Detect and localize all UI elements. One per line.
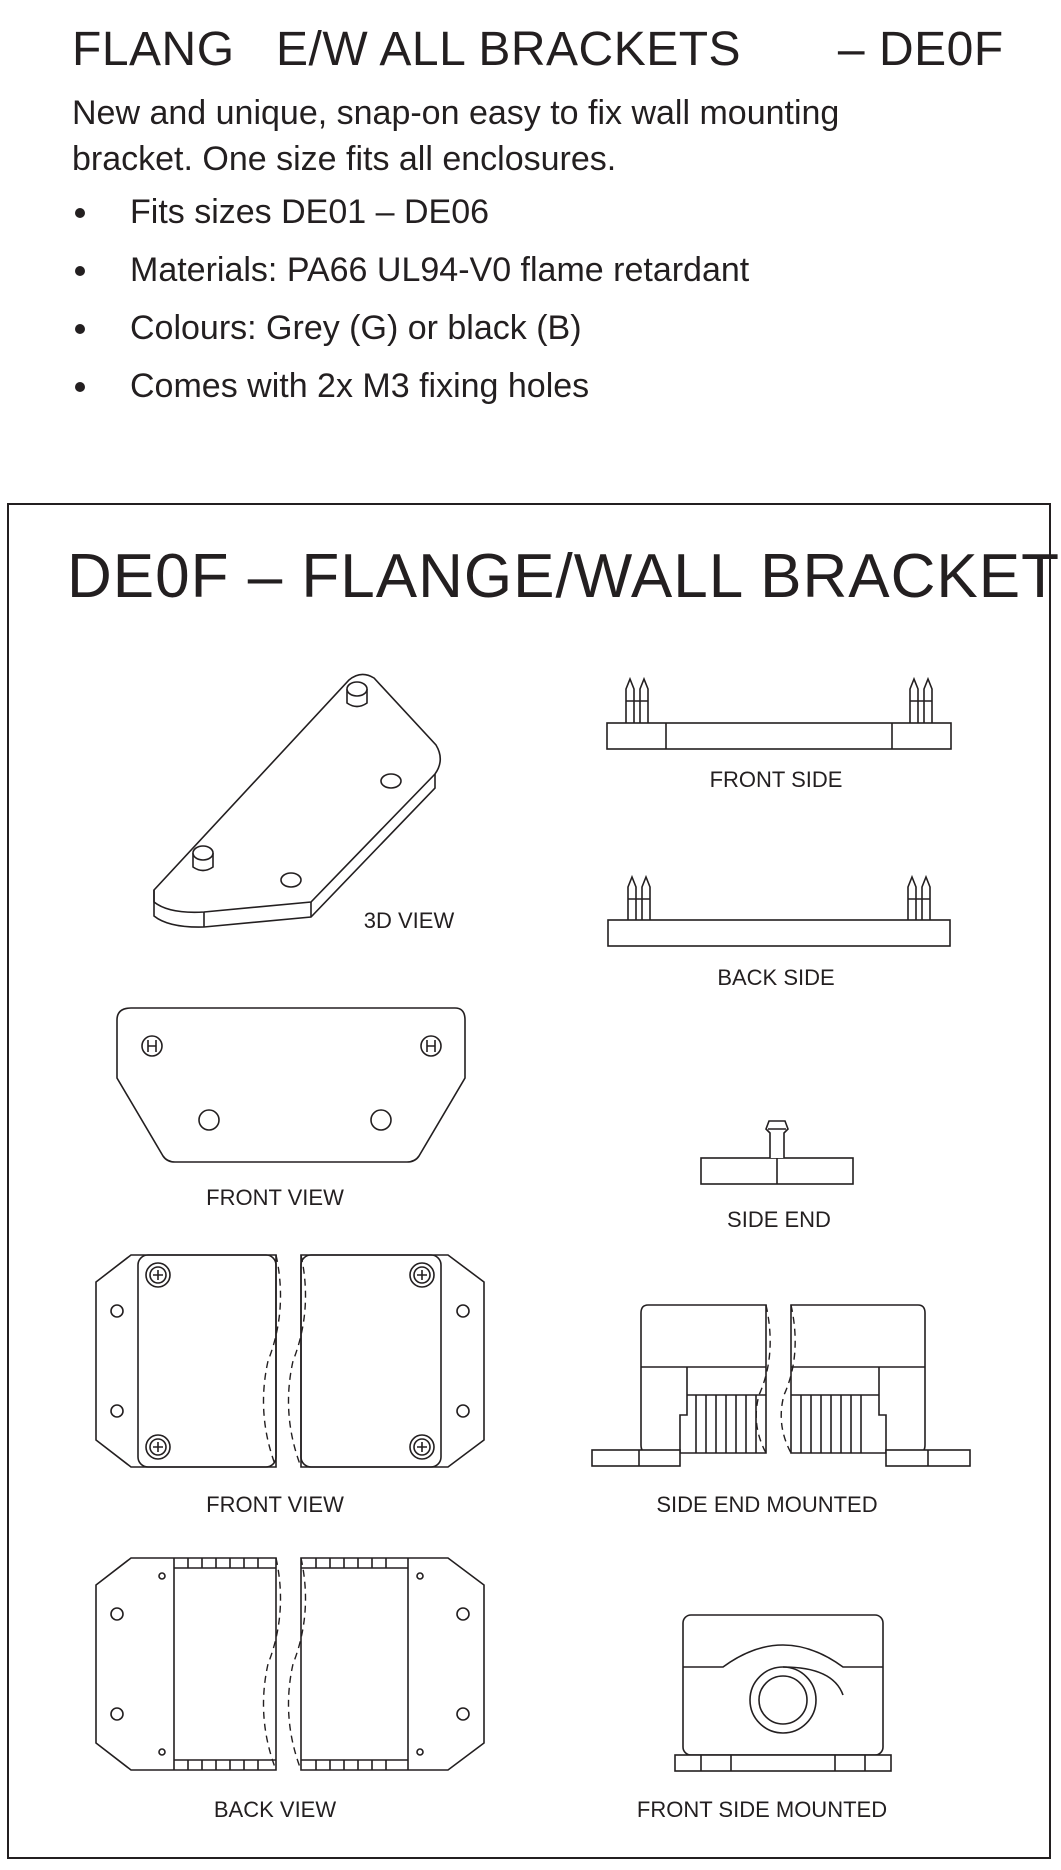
feature-text: Colours: Grey (G) or black (B) [130,309,582,347]
feature-text: Materials: PA66 UL94-V0 flame retardant [130,251,750,289]
caption-side-end-mounted: SIDE END MOUNTED [656,1492,878,1517]
feature-text: Comes with 2x M3 fixing holes [130,367,590,405]
intro-text: New and unique, snap-on easy to fix wall mounting bracket. One size fits all enclosures. [72,94,840,178]
feature-text: Fits sizes DE01 – DE06 [130,193,490,231]
feature-list [72,192,749,424]
panel-title: DE0F – FLANGE/WALL BRACKET [67,542,1060,611]
caption-back-view: BACK VIEW [213,1797,337,1822]
front-view-mounted-illustration [96,1255,486,1475]
page-title: FLANG E/W ALL BRACKETS – DE0F [72,23,1004,76]
caption-3d-view: 3D VIEW [363,908,455,933]
drawing-panel [7,503,1060,1859]
front-side-illustration [606,675,952,755]
feature-item [72,366,749,424]
caption-front-side-mounted: FRONT SIDE MOUNTED [636,1797,888,1822]
bullet-icon [75,208,85,218]
bullet-icon [75,324,85,334]
caption-side-end: SIDE END [727,1207,831,1232]
side-end-mounted-illustration [591,1305,971,1475]
caption-back-side: BACK SIDE [717,965,835,990]
feature-item [72,192,749,250]
feature-item [72,308,749,366]
front-view-bracket-illustration [117,1008,477,1168]
bullet-icon [75,382,85,392]
front-side-mounted-illustration [673,1615,893,1780]
bullet-icon [75,266,85,276]
back-side-illustration [606,873,952,953]
caption-front-view-bracket: FRONT VIEW [206,1185,344,1210]
side-end-illustration [697,1113,857,1193]
feature-item [72,250,749,308]
caption-front-side: FRONT SIDE [709,767,843,792]
back-view-illustration [96,1558,486,1788]
caption-front-view-mounted: FRONT VIEW [206,1492,344,1517]
